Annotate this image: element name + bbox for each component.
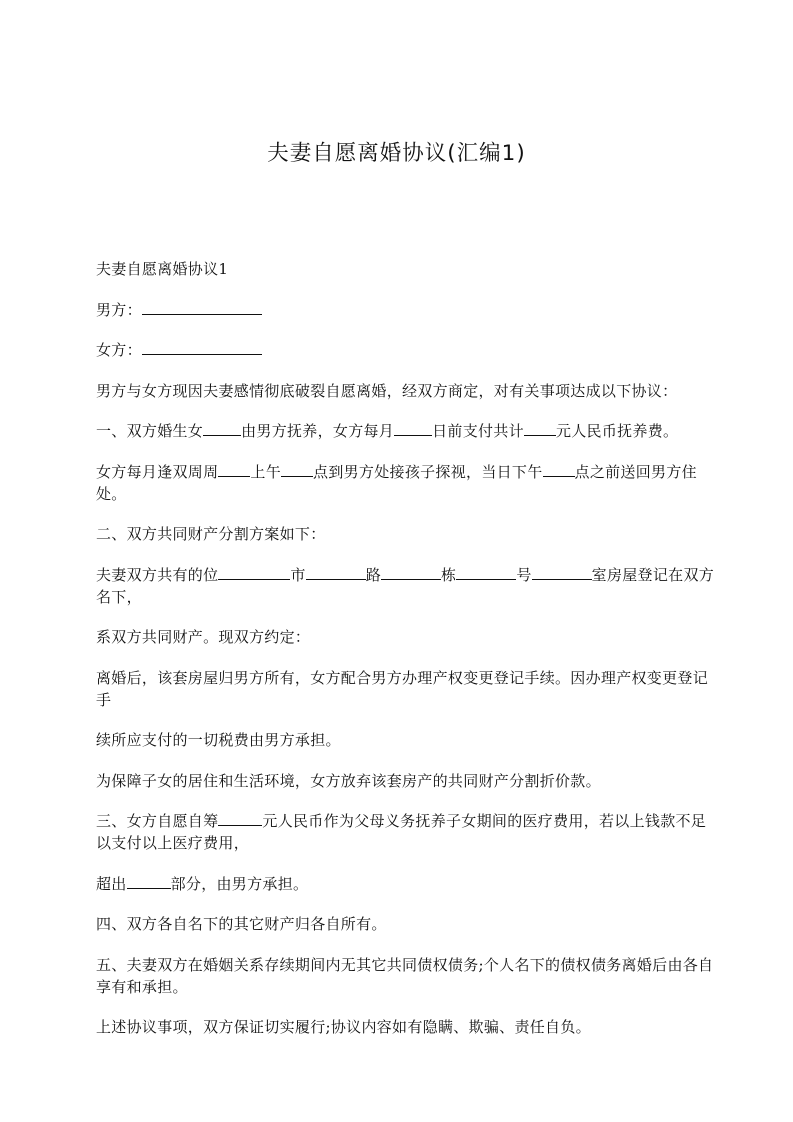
blank <box>203 421 241 436</box>
section-1-text: 一、双方婚生女 <box>96 422 204 440</box>
male-party-line <box>96 299 716 321</box>
section-5-paragraph: 五、夫妻双方在婚姻关系存续期间内无其它共同债权债务;个人名下的债权债务离婚后由各自享有和承担。 <box>96 955 714 996</box>
visitation-text: 女方每月逢双周周 <box>96 462 219 481</box>
blank <box>532 565 592 580</box>
document-body <box>96 258 716 1057</box>
blank <box>381 565 441 580</box>
house-text: 号 <box>516 565 532 584</box>
house-text: 室房屋登记在双方名下， <box>96 565 715 606</box>
house-text: 市 <box>290 565 306 584</box>
after-divorce-paragraph: 离婚后，该套房屋归男方所有，女方配合男方办理产权变更登记手续。因办理产权变更登记手 <box>96 668 709 709</box>
section-4-paragraph: 四、双方各自名下的其它财产归各自所有。 <box>96 915 387 933</box>
visitation-text: 点之前送回男方住处。 <box>96 462 697 503</box>
blank <box>394 421 432 436</box>
female-name-blank <box>142 340 262 355</box>
section-3-text: 元人民币作为父母义务抚养子女期间的医疗费用，若以上钱款不足以支付以上医疗费用， <box>96 812 707 852</box>
blank <box>543 462 575 477</box>
section-1-paragraph <box>96 420 716 442</box>
house-text: 路 <box>365 565 382 584</box>
blank <box>456 565 516 580</box>
joint-property-paragraph: 系双方共同财产。现双方约定： <box>96 628 311 646</box>
male-label: 男方： <box>96 300 142 319</box>
taxes-paragraph: 续所应支付的一切税费由男方承担。 <box>96 731 341 749</box>
excess-paragraph <box>96 873 716 895</box>
section-1-text: 由男方抚养，女方每月 <box>241 422 395 440</box>
section-3-text: 三、女方自愿自筹 <box>96 812 219 830</box>
house-text: 栋 <box>441 565 457 584</box>
house-text: 夫妻双方共有的位 <box>96 565 219 584</box>
blank <box>524 421 556 436</box>
section-1-text: 日前支付共计 <box>432 422 524 440</box>
blank <box>218 462 250 477</box>
blank <box>127 874 171 889</box>
intro-paragraph: 男方与女方现因夫妻感情彻底破裂自愿离婚，经双方商定，对有关事项达成以下协议： <box>96 381 678 400</box>
blank <box>218 565 290 580</box>
document-title: 夫妻自愿离婚协议(汇编1) <box>267 141 526 166</box>
subtitle: 夫妻自愿离婚协议1 <box>96 260 229 278</box>
visitation-text: 上午 <box>250 462 282 481</box>
blank <box>281 462 313 477</box>
section-2-title: 二、双方共同财产分割方案如下： <box>96 525 326 543</box>
waiver-paragraph: 为保障子女的居住和生活环境，女方放弃该套房产的共同财产分割折价款。 <box>96 771 601 790</box>
blank <box>218 811 262 826</box>
excess-text: 部分，由男方承担。 <box>170 874 309 893</box>
male-name-blank <box>142 300 262 315</box>
excess-text: 超出 <box>96 874 127 893</box>
female-label: 女方： <box>96 341 142 359</box>
blank <box>306 565 366 580</box>
visitation-text: 点到男方处接孩子探视，当日下午 <box>313 462 543 481</box>
section-3-paragraph <box>96 810 716 854</box>
closing-paragraph: 上述协议事项，双方保证切实履行;协议内容如有隐瞒、欺骗、责任自负。 <box>96 1018 591 1036</box>
visitation-paragraph <box>96 461 716 505</box>
female-party-line <box>96 339 716 361</box>
house-paragraph <box>96 564 716 608</box>
section-1-text: 元人民币抚养费。 <box>555 422 679 440</box>
